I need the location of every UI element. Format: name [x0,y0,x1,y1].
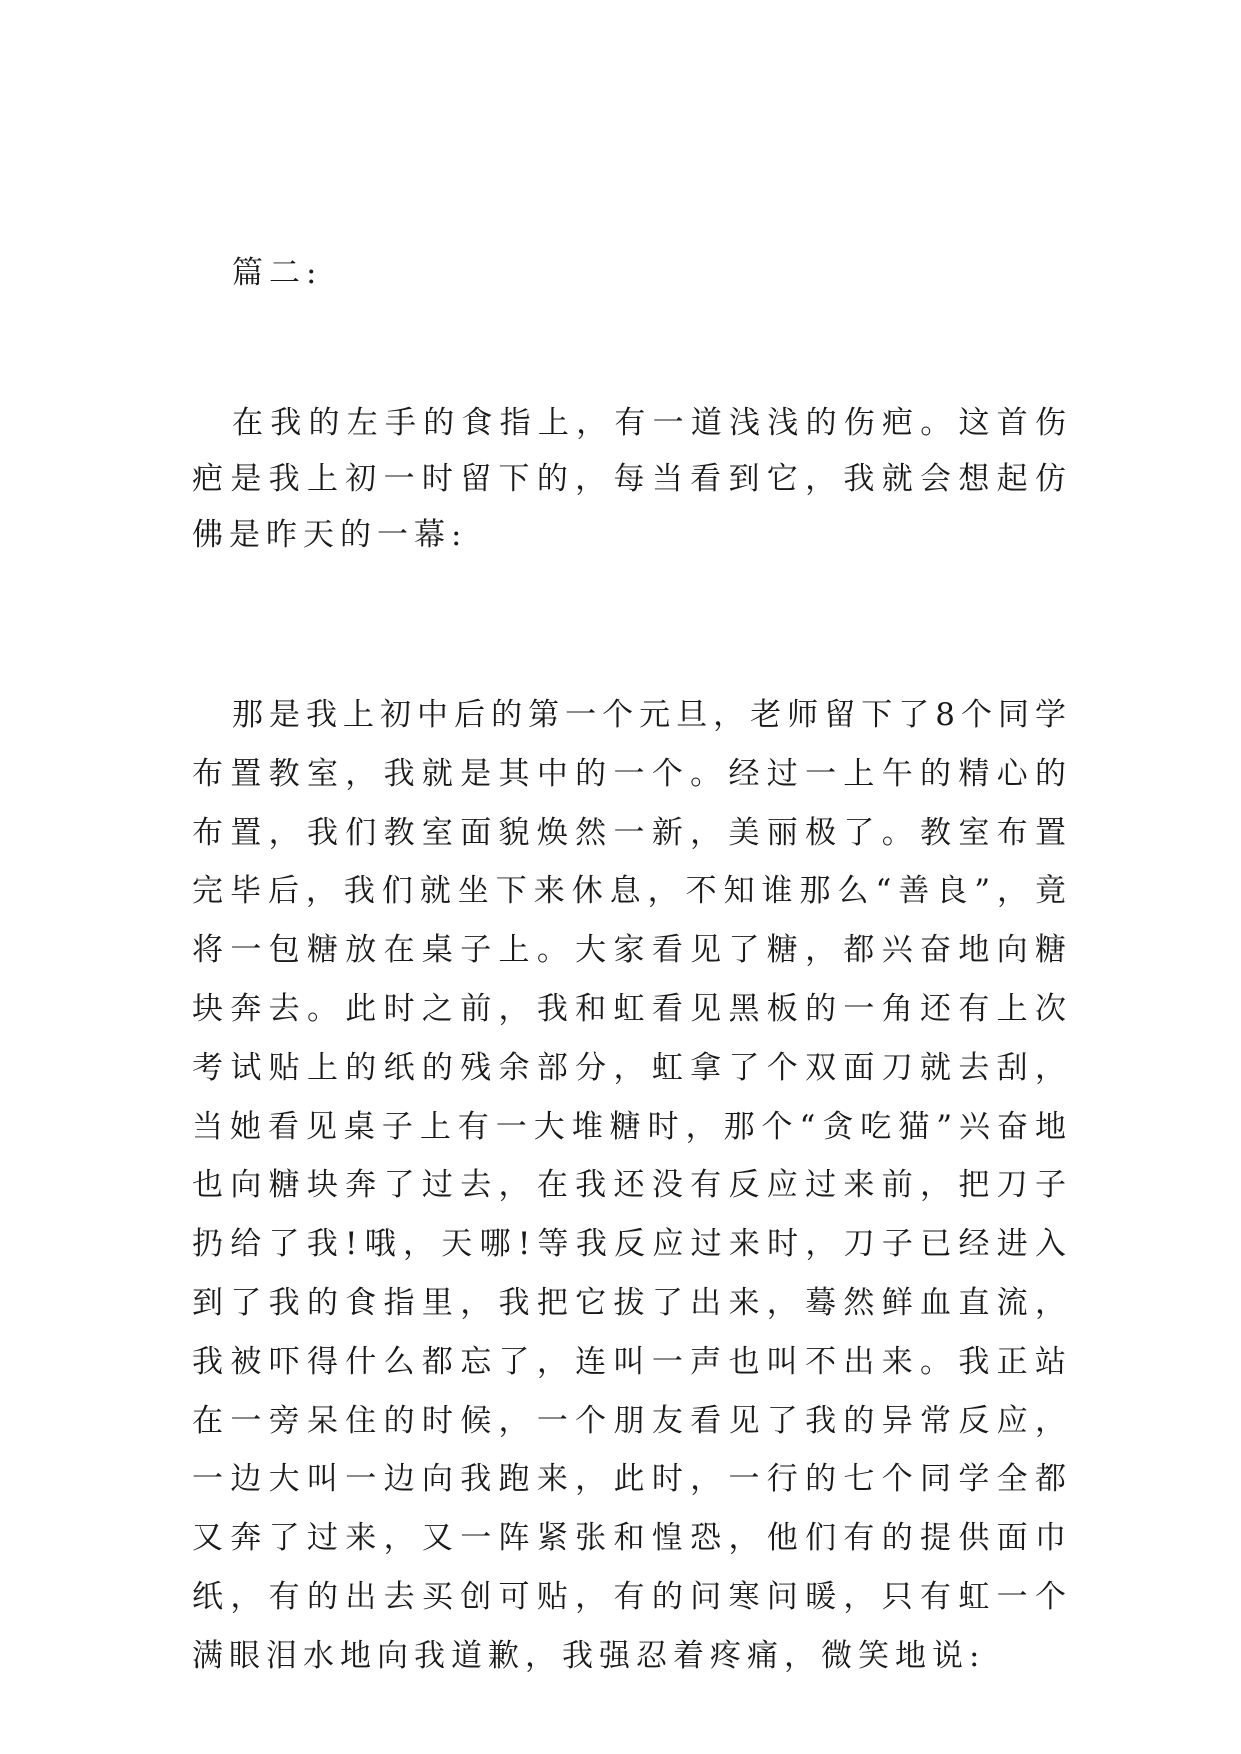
paragraph-2: 那是我上初中后的第一个元旦，老师留下了8个同学布置教室，我就是其中的一个。经过一上午的精心的布置，我们教室面貌焕然一新，美丽极了。教室布置完毕后，我们就坐下来休息，不知谁那么“善良”，竟将一包糖放在桌子上。大家看见了糖，都兴奋地向糖块奔去。此时之前，我和虹看见黑板的一角还有上次考试贴上的纸的残余部分，虹拿了个双面刀就去刮，当她看见桌子上有一大堆糖时，那个“贪吃猫”兴奋地也向糖块奔了过去，在我还没有反应过来前，把刀子扔给了我!哦，天哪!等我反应过来时，刀子已经进入到了我的食指里，我把它拔了出来，蓦然鲜血直流，我被吓得什么都忘了，连叫一声也叫不出来。我正站在一旁呆住的时候，一个朋友看见了我的异常反应，一边大叫一边向我跑来，此时，一行的七个同学全都又奔了过来，又一阵紧张和惶恐，他们有的提供面巾纸，有的出去买创可贴，有的问寒问暖，只有虹一个满眼泪水地向我道歉，我强忍着疼痛，微笑地说: [192,697,1072,1674]
paragraph-1: 在我的左手的食指上，有一道浅浅的伤疤。这首伤疤是我上初一时留下的，每当看到它，我就会想起仿佛是昨天的一幕: [192,405,1072,553]
section-heading: 篇二: [232,255,323,291]
